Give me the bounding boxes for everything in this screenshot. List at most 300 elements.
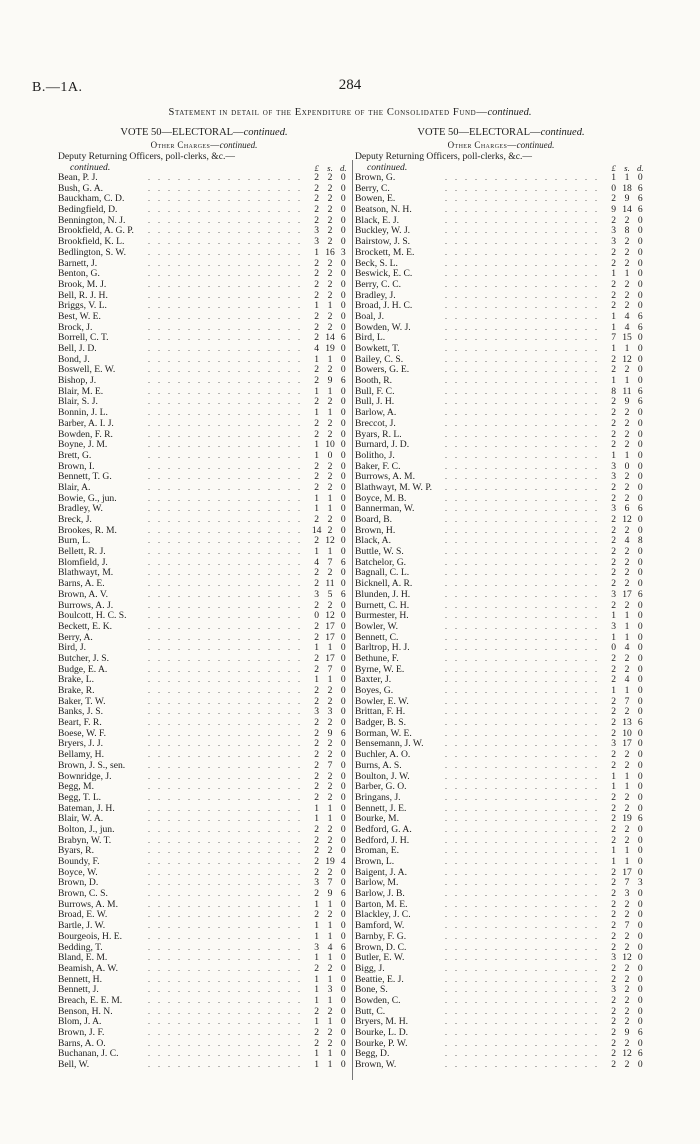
- amount-pence: 0: [340, 439, 346, 451]
- amount-shillings: 1: [327, 994, 333, 1006]
- amount-shillings: 1: [327, 503, 333, 515]
- payee-name: Baigent, J. A.: [355, 868, 410, 879]
- payee-name: Bauckham, C. D.: [58, 194, 127, 205]
- payee-name: Begg, M.: [58, 782, 97, 793]
- payee-name: Brockett, M. E.: [355, 248, 417, 259]
- amount: [310, 419, 350, 430]
- amount-pence: 0: [637, 930, 643, 942]
- amount-pence: 0: [637, 214, 643, 226]
- payee-name: Bowie, G., jun.: [58, 494, 120, 505]
- amount-shillings: 2: [624, 663, 630, 675]
- amount-pounds: 2: [314, 310, 320, 322]
- ledger-row: [355, 846, 647, 857]
- amount-pounds: 7: [611, 332, 617, 344]
- right-column: [355, 126, 647, 1071]
- amount-pounds: 1: [314, 994, 320, 1006]
- amount-shillings: 2: [327, 1037, 333, 1049]
- payee-name: Bolton, J., jun.: [58, 825, 118, 836]
- amount-pounds: 3: [314, 225, 320, 237]
- amount-pounds: 1: [611, 781, 617, 793]
- statement-heading-continued: continued.: [487, 107, 532, 118]
- leader-dots: [355, 964, 603, 975]
- amount-shillings: 2: [327, 695, 333, 707]
- amount-pence: 0: [340, 845, 346, 857]
- amount-pounds: 2: [314, 514, 320, 525]
- amount-pence: 0: [340, 546, 346, 558]
- amount-pence: 0: [340, 524, 346, 536]
- amount-shillings: 2: [624, 214, 630, 226]
- amount-pounds: 2: [314, 481, 320, 493]
- amount-shillings: 7: [327, 759, 333, 771]
- amount-pence: 0: [637, 599, 643, 611]
- amount: [607, 419, 647, 430]
- amount-pounds: 2: [314, 428, 320, 440]
- leader-dots: [58, 1060, 306, 1071]
- amount-pence: 0: [340, 652, 346, 664]
- amount-shillings: 12: [325, 610, 335, 622]
- payee-name: Blair, M. E.: [58, 387, 106, 398]
- payee-name: Barns, A. O.: [58, 1039, 109, 1050]
- amount-pence: 0: [340, 877, 346, 889]
- amount-shillings: 1: [327, 930, 333, 942]
- ledger-row: [58, 526, 350, 537]
- amount-pence: 0: [637, 834, 643, 846]
- ledger-row: [355, 975, 647, 986]
- amount-pounds: 2: [611, 481, 617, 493]
- amount-pounds: 8: [611, 385, 617, 397]
- ledger-row: [58, 707, 350, 718]
- amount-pence: 0: [637, 941, 643, 953]
- amount-pence: 0: [637, 984, 643, 996]
- amount-shillings: 2: [624, 364, 630, 376]
- amount-pence: 0: [637, 524, 643, 536]
- payee-name: Bull, J. H.: [355, 397, 397, 408]
- amount-pence: 0: [637, 246, 643, 258]
- amount-shillings: 14: [622, 204, 632, 216]
- amount-shillings: 2: [624, 941, 630, 953]
- amount-pence: 6: [340, 888, 346, 900]
- amount-pounds: 2: [314, 417, 320, 429]
- section-heading: Deputy Returning Officers, poll-clerks, &c.—: [355, 151, 532, 162]
- payee-name: Boswell, E. W.: [58, 365, 118, 376]
- payee-name: Brown, W.: [355, 1060, 399, 1071]
- amount-pence: 0: [340, 823, 346, 835]
- ledger-row: [58, 857, 350, 868]
- payee-name: Breccot, J.: [355, 419, 399, 430]
- amount: [607, 1060, 647, 1071]
- amount-pounds: 2: [314, 204, 320, 216]
- payee-name: Beamish, A. W.: [58, 964, 121, 975]
- ledger-row: [355, 761, 647, 772]
- payee-name: Blackley, J. C.: [355, 910, 414, 921]
- amount-pounds: 2: [611, 257, 617, 269]
- amount: [607, 590, 647, 601]
- amount-pounds: 2: [314, 1005, 320, 1017]
- amount-pence: 0: [340, 706, 346, 718]
- section-heading: Deputy Returning Officers, poll-clerks, &c.—: [58, 151, 235, 162]
- payee-name: Bownridge, J.: [58, 772, 115, 783]
- payee-name: Burns, A. S.: [355, 761, 405, 772]
- amount-pence: 0: [340, 674, 346, 686]
- amount-pounds: 3: [314, 706, 320, 718]
- payee-name: Bellamy, H.: [58, 750, 107, 761]
- amount-shillings: 12: [622, 514, 632, 525]
- payee-name: Broad, J. H. C.: [355, 301, 415, 312]
- payee-name: Baxter, J.: [355, 675, 394, 686]
- amount-shillings: 2: [327, 268, 333, 280]
- amount-pounds: 2: [611, 674, 617, 686]
- amount-pence: 0: [340, 898, 346, 910]
- vote-title: [58, 126, 350, 139]
- payee-name: Bensemann, J. W.: [355, 739, 427, 750]
- amount: [310, 761, 350, 772]
- payee-name: Byars, R.: [58, 846, 97, 857]
- amount-pence: 0: [637, 343, 643, 354]
- ledger-row: [58, 440, 350, 451]
- payee-name: Bean, P. J.: [58, 173, 101, 184]
- payee-name: Bowden, C.: [355, 996, 404, 1007]
- amount-pence: 0: [340, 759, 346, 771]
- amount-pence: 0: [637, 994, 643, 1006]
- ledger-row: [58, 419, 350, 430]
- amount-pence: 0: [637, 973, 643, 985]
- amount-shillings: 9: [327, 727, 333, 739]
- ledger-row: [58, 301, 350, 312]
- amount-shillings: 7: [624, 877, 630, 889]
- amount-pounds: 2: [611, 193, 617, 205]
- payee-name: Beckett, E. K.: [58, 622, 115, 633]
- section-continued-text: continued.: [70, 161, 111, 173]
- payee-name: Baker, F. C.: [355, 462, 403, 473]
- ledger-row: [58, 1060, 350, 1071]
- payee-name: Bishop, J.: [58, 376, 99, 387]
- payee-name: Batchelor, G.: [355, 558, 409, 569]
- amount-pence: 0: [637, 471, 643, 483]
- amount-pence: 0: [637, 481, 643, 493]
- amount-shillings: 0: [624, 460, 630, 472]
- amount-shillings: 10: [325, 439, 335, 451]
- amount-pounds: 2: [314, 1037, 320, 1049]
- ledger-row: [58, 964, 350, 975]
- amount-shillings: 2: [327, 257, 333, 269]
- amount-pounds: 2: [611, 877, 617, 889]
- amount-shillings: 2: [327, 471, 333, 483]
- payee-name: Benson, H. N.: [58, 1007, 116, 1018]
- amount-pence: 0: [340, 749, 346, 761]
- amount-pence: 0: [340, 535, 346, 547]
- amount-shillings: 8: [624, 225, 630, 237]
- payee-name: Bethune, F.: [355, 654, 402, 665]
- payee-name: Beswick, E. C.: [355, 269, 415, 280]
- payee-name: Bedford, G. A.: [355, 825, 415, 836]
- payee-name: Blair, S. J.: [58, 397, 101, 408]
- payee-name: Bell, W.: [58, 1060, 92, 1071]
- payee-name: Bowen, E.: [355, 194, 398, 205]
- amount-pounds: 14: [311, 524, 322, 536]
- amount-shillings: 2: [624, 428, 630, 440]
- amount-shillings: 2: [624, 759, 630, 771]
- amount-shillings: 6: [624, 503, 630, 515]
- amount-pence: 0: [340, 1048, 346, 1060]
- amount-pounds: 2: [314, 321, 320, 333]
- amount-shillings: 4: [624, 642, 630, 654]
- amount-shillings: 2: [327, 289, 333, 301]
- amount-pence: 0: [637, 620, 643, 632]
- payee-name: Brook, M. J.: [58, 280, 109, 291]
- amount-pence: 0: [340, 471, 346, 483]
- amount-shillings: 19: [622, 813, 632, 825]
- amount-pounds: 2: [611, 1005, 617, 1017]
- payee-name: Buchanan, J. C.: [58, 1049, 122, 1060]
- amount-pence: 0: [637, 610, 643, 622]
- amount-shillings: 2: [327, 834, 333, 846]
- amount-shillings: 2: [327, 781, 333, 793]
- amount-shillings: 17: [325, 652, 335, 664]
- ledger-row: [355, 301, 647, 312]
- amount-pounds: 2: [611, 1016, 617, 1028]
- ledger-row: [58, 280, 350, 291]
- payee-name: Brown, J. S., sen.: [58, 761, 128, 772]
- ledger-row: [58, 633, 350, 644]
- payee-name: Begg, D.: [355, 1049, 392, 1060]
- amount-pounds: 2: [611, 278, 617, 290]
- payee-name: Bowler, W.: [355, 622, 401, 633]
- payee-name: Bone, S.: [355, 985, 391, 996]
- amount-pence: 0: [637, 417, 643, 429]
- page-number: 284: [338, 77, 362, 93]
- amount-pence: 0: [637, 1005, 643, 1017]
- amount-pence: 0: [637, 663, 643, 675]
- amount-pounds: 2: [314, 823, 320, 835]
- amount-pence: 6: [637, 321, 643, 333]
- page-reference: B.—1A.: [32, 80, 83, 95]
- statement-heading: [0, 107, 700, 118]
- amount-pounds: 2: [314, 770, 320, 782]
- ledger-row: [355, 408, 647, 419]
- amount-pence: 0: [637, 567, 643, 579]
- amount-shillings: 3: [327, 706, 333, 718]
- amount-pounds: 2: [611, 1037, 617, 1049]
- amount-pounds: 2: [314, 214, 320, 226]
- amount-pence: 0: [637, 962, 643, 974]
- payee-name: Bennett, H.: [58, 975, 105, 986]
- amount-shillings: 9: [327, 888, 333, 900]
- vote-title: [355, 126, 647, 139]
- amount-pounds: 1: [314, 353, 320, 365]
- ledger-row: [58, 365, 350, 376]
- payee-name: Bedding, T.: [58, 943, 106, 954]
- amount-pence: 0: [340, 225, 346, 237]
- payee-name: Boulton, J. W.: [355, 772, 413, 783]
- ledger-row: [355, 280, 647, 291]
- payee-name: Buckley, W. J.: [355, 226, 413, 237]
- payee-name: Bell, R. J. H.: [58, 291, 111, 302]
- payee-name: Boal, J.: [355, 312, 387, 323]
- ledger-row: [58, 344, 350, 355]
- amount-pounds: 2: [611, 546, 617, 558]
- amount-pence: 0: [340, 994, 346, 1006]
- amount-shillings: 2: [327, 460, 333, 472]
- amount-shillings: 2: [327, 685, 333, 696]
- amount-pence: 0: [637, 236, 643, 248]
- amount-shillings: 2: [327, 204, 333, 216]
- amount-pence: 0: [340, 610, 346, 622]
- amount-shillings: 4: [624, 535, 630, 547]
- amount-shillings: 2: [327, 193, 333, 205]
- amount-pence: 0: [637, 268, 643, 280]
- ledger-row: [58, 1007, 350, 1018]
- payee-name: Brown, C. S.: [58, 889, 111, 900]
- amount-pounds: 2: [314, 695, 320, 707]
- amount-pence: 0: [340, 492, 346, 504]
- amount-pounds: 9: [611, 204, 617, 216]
- shillings-unit-label: s.: [327, 162, 333, 173]
- payee-name: Black, E. J.: [355, 216, 402, 227]
- amount-shillings: 2: [327, 738, 333, 750]
- payee-name: Bird, L.: [355, 333, 388, 344]
- amount-shillings: 1: [327, 973, 333, 985]
- payee-name: Burn, L.: [58, 536, 93, 547]
- amount-pence: 0: [340, 1016, 346, 1028]
- charges-title-continued: continued.: [516, 140, 555, 150]
- amount-shillings: 4: [624, 674, 630, 686]
- charges-title-text: Other Charges—: [150, 140, 220, 150]
- amount-pounds: 1: [314, 492, 320, 504]
- amount-shillings: 5: [327, 588, 333, 600]
- amount-shillings: 19: [325, 343, 335, 354]
- ledger-row: [355, 387, 647, 398]
- amount-pounds: 2: [314, 535, 320, 547]
- amount-pounds: 2: [314, 909, 320, 921]
- amount-pounds: 2: [611, 524, 617, 536]
- vote-title-text: VOTE 50—ELECTORAL—: [120, 127, 244, 138]
- ledger-row: [355, 953, 647, 964]
- amount-pounds: 3: [611, 503, 617, 515]
- amount-pence: 0: [340, 417, 346, 429]
- amount-pence: 0: [340, 984, 346, 996]
- payee-name: Bellett, R. J.: [58, 547, 109, 558]
- payee-name: Boulcott, H. C. S.: [58, 611, 130, 622]
- amount-shillings: 2: [624, 492, 630, 504]
- payee-name: Bond, J.: [58, 355, 93, 366]
- payee-name: Blair, A.: [58, 483, 93, 494]
- ledger-row: [58, 836, 350, 847]
- amount-shillings: 2: [327, 791, 333, 803]
- amount-shillings: 4: [327, 941, 333, 953]
- amount-pounds: 1: [314, 503, 320, 515]
- pence-unit-label: d.: [340, 162, 347, 173]
- amount-pence: 0: [340, 738, 346, 750]
- amount-pence: 0: [637, 706, 643, 718]
- amount-pounds: 2: [314, 727, 320, 739]
- ledger-row: [355, 184, 647, 195]
- amount-pounds: 2: [314, 172, 320, 183]
- payee-name: Butcher, J. S.: [58, 654, 112, 665]
- amount-pence: 0: [637, 353, 643, 365]
- ledger-row: [355, 526, 647, 537]
- ledger-row: [355, 1060, 647, 1071]
- payee-name: Barltrop, H. J.: [355, 643, 413, 654]
- payee-name: Beck, S. L.: [355, 259, 401, 270]
- amount-shillings: 1: [624, 343, 630, 354]
- amount-pounds: 2: [314, 193, 320, 205]
- amount-shillings: 2: [327, 481, 333, 493]
- amount-pence: 0: [340, 791, 346, 803]
- amount-pence: 0: [340, 385, 346, 397]
- amount-shillings: 2: [624, 823, 630, 835]
- payee-name: Bringans, J.: [355, 793, 404, 804]
- ledger-row: [355, 504, 647, 515]
- amount-pounds: 2: [611, 727, 617, 739]
- amount-pounds: 2: [611, 941, 617, 953]
- amount: [310, 451, 350, 462]
- amount-pence: 0: [637, 492, 643, 504]
- amount: [310, 793, 350, 804]
- amount-pounds: 1: [611, 631, 617, 643]
- payee-name: Badger, B. S.: [355, 718, 409, 729]
- pence-unit-label: d.: [637, 162, 644, 173]
- payee-name: Blathwayt, M.: [58, 568, 116, 579]
- amount-pounds: 2: [314, 663, 320, 675]
- payee-name: Bland, E. M.: [58, 953, 110, 964]
- payee-name: Borman, W. E.: [355, 729, 415, 740]
- amount-shillings: 2: [327, 567, 333, 579]
- payee-name: Breach, E. E. M.: [58, 996, 125, 1007]
- amount-pounds: 1: [314, 439, 320, 451]
- amount-pence: 0: [340, 802, 346, 814]
- amount-pence: 0: [637, 449, 643, 461]
- amount-pounds: 2: [314, 364, 320, 376]
- amount-pence: 6: [340, 375, 346, 387]
- payee-name: Breck, J.: [58, 515, 95, 526]
- payee-name: Brookes, R. M.: [58, 526, 120, 537]
- amount-shillings: 9: [624, 396, 630, 408]
- pounds-unit-label: £: [314, 162, 319, 173]
- payee-name: Brake, R.: [58, 686, 98, 697]
- amount-pounds: 2: [314, 1027, 320, 1038]
- payee-name: Bannerman, W.: [355, 504, 417, 515]
- amount-pounds: 3: [611, 620, 617, 632]
- amount-shillings: 2: [327, 236, 333, 248]
- amount-pence: 0: [340, 866, 346, 878]
- amount-shillings: 2: [624, 556, 630, 568]
- ledger-row: [355, 419, 647, 430]
- amount-pounds: 2: [611, 920, 617, 932]
- ledger-row: [355, 397, 647, 408]
- amount-shillings: 2: [327, 310, 333, 322]
- amount-shillings: 2: [624, 930, 630, 942]
- amount-pence: 0: [637, 674, 643, 686]
- amount-shillings: 2: [327, 770, 333, 782]
- amount-pounds: 1: [611, 770, 617, 782]
- amount-pounds: 1: [611, 856, 617, 867]
- payee-name: Bryers, J. J.: [58, 739, 106, 750]
- ledger-row: [58, 451, 350, 462]
- amount-shillings: 2: [327, 172, 333, 183]
- ledger-row: [58, 622, 350, 633]
- amount-pounds: 2: [611, 428, 617, 440]
- left-ledger-rows: [58, 173, 350, 1071]
- amount: [607, 451, 647, 462]
- amount-shillings: 2: [624, 802, 630, 814]
- payee-name: Bonnin, J. L.: [58, 408, 111, 419]
- ledger-row: [355, 964, 647, 975]
- amount: [607, 622, 647, 633]
- payee-name: Bowden, F. R.: [58, 430, 116, 441]
- amount-pounds: 1: [314, 1059, 320, 1071]
- amount-shillings: 17: [622, 866, 632, 878]
- amount-pounds: 2: [314, 685, 320, 696]
